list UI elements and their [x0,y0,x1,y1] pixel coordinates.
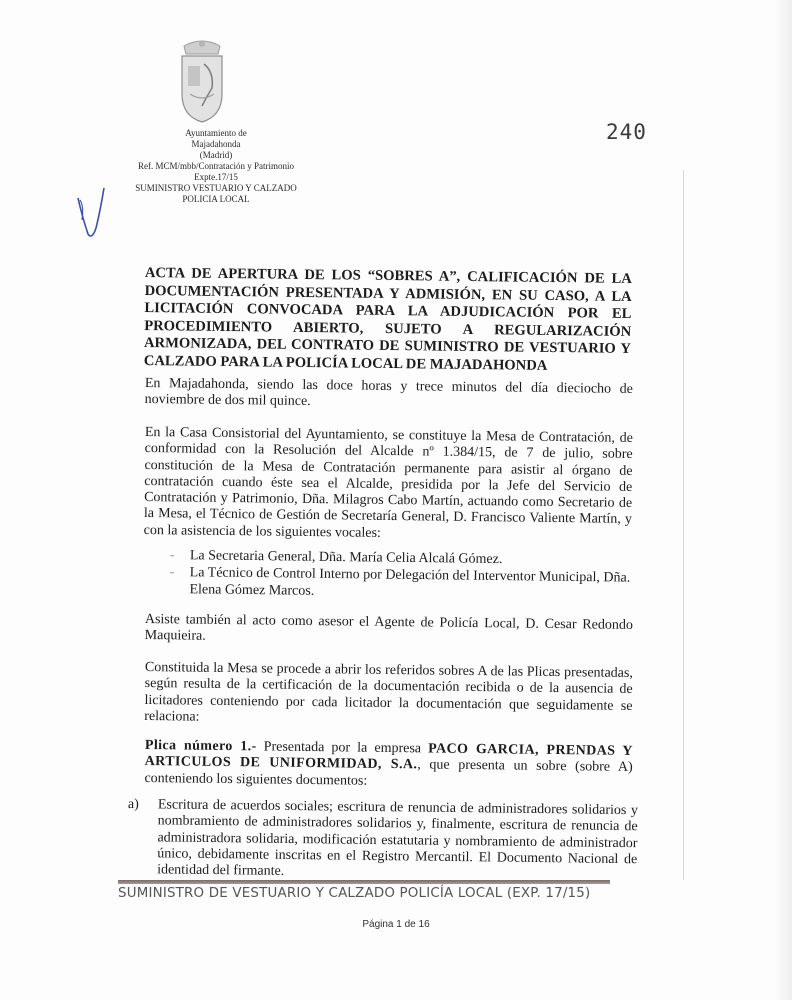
footer-title: SUMINISTRO DE VESTUARIO Y CALZADO POLICÍA LOCAL (EXP. 17/15) [118,886,591,901]
scan-edge-shadow [774,0,792,1000]
document-item [127,797,638,885]
bullet: - [169,548,175,564]
blue-signature-mark-icon [70,176,110,246]
item-text: Escritura de acuerdos sociales; escritura de renuncia de administradores solidarios y nombramiento de administradores solidarios y, finalmente, escritura de renuncia de administradora solidaria, modificación estatutaria y nombramiento de administrador único, debidamente inscritas en el Registro Mercantil. El Documento Nacional de identidad del firmante. [157,797,638,880]
document-title: ACTA DE APERTURA DE LOS “SOBRES A”, CALIFICACIÓN DE LA DOCUMENTACIÓN PRESENTADA Y ADMISIÓN, EN SU CASO, A LA LICITACIÓN CONVOCADA PARA LA ADJUDICACIÓN POR EL PROCEDIMIENTO ABIERTO, SUJETO A REGULARIZACIÓN ARMONIZADA, DEL CONTRATO DE SUMINISTRO DE VESTUARIO Y CALZADO PARA LA POLICÍA LOCAL DE MAJADAHONDA [143,265,632,374]
paragraph-constitution: En la Casa Consistorial del Ayuntamiento, se constituye la Mesa de Contratación, de conformidad con la Resolución del Alcalde nº 1.384/15, de 7 de julio, sobre constitución de la Mesa de Contratación permanente para asistir al órgano de contratación cuando éste sea el Alcalde, presidida por la Jefe del Servicio de Contratación y Patrimonio, Dña. Milagros Cabo Martín, actuando como Secretario de la Mesa, el Técnico de Gestión de Secretaría General, D. Francisco Valiente Martín, y con la asistencia de los siguientes vocales: [143,425,633,541]
list-item-text: La Secretaria General, Dña. María Celia Alcalá Gómez. [189,548,503,568]
subject-line: POLICIA LOCAL [182,194,250,204]
subject-line: SUMINISTRO VESTUARIO Y CALZADO [135,183,297,193]
list-item [169,565,639,603]
footer-rule [118,880,610,884]
plica-label: Plica número 1.- [144,738,257,755]
paragraph-advisor: Asiste también al acto como asesor el Agente de Policía Local, D. Cesar Redondo Maquieira. [144,612,633,645]
bullet: - [169,565,175,581]
coat-of-arms-icon [172,36,232,126]
org-line: Majadahonda [191,139,241,149]
paragraph-opening: Constituida la Mesa se procede a abrir los referidos sobres A de las Plicas presentadas, según resulta de la certificación de la documentación recibida o de la ausencia de licitadores conteniendo por cada licitador la documentación que seguidamente se relaciona: [144,660,633,725]
letterhead [96,128,336,205]
plica-paragraph [144,738,633,793]
reference-line: Ref. MCM/mbb/Contratación y Patrimonio [138,161,294,171]
org-line: Ayuntamiento de [185,128,247,138]
expediente-line: Expte.17/15 [194,172,238,182]
paragraph-date: En Majadahonda, siendo las doce horas y trece minutos del día dieciocho de noviembre de dos mil quince. [144,376,633,410]
plica-intro: Presentada por la empresa [256,739,429,757]
plica-rest: , que presenta un sobre (sobre A) conteniendo los siguientes documentos: [144,757,633,789]
folio-stamp: 240 [606,120,647,144]
company-name: PACO GARCIA, PRENDAS Y ARTICULOS DE UNIFORMIDAD, S.A. [144,741,633,773]
item-letter: a) [127,797,139,813]
org-line: (Madrid) [199,150,233,160]
vocales-list [169,548,640,605]
scan-fold-line [683,170,684,880]
page-number: Página 1 de 16 [362,919,430,930]
list-item-text: La Técnico de Control Interno por Delegación del Interventor Municipal, Dña. Elena Gómez Marcos. [189,565,631,599]
